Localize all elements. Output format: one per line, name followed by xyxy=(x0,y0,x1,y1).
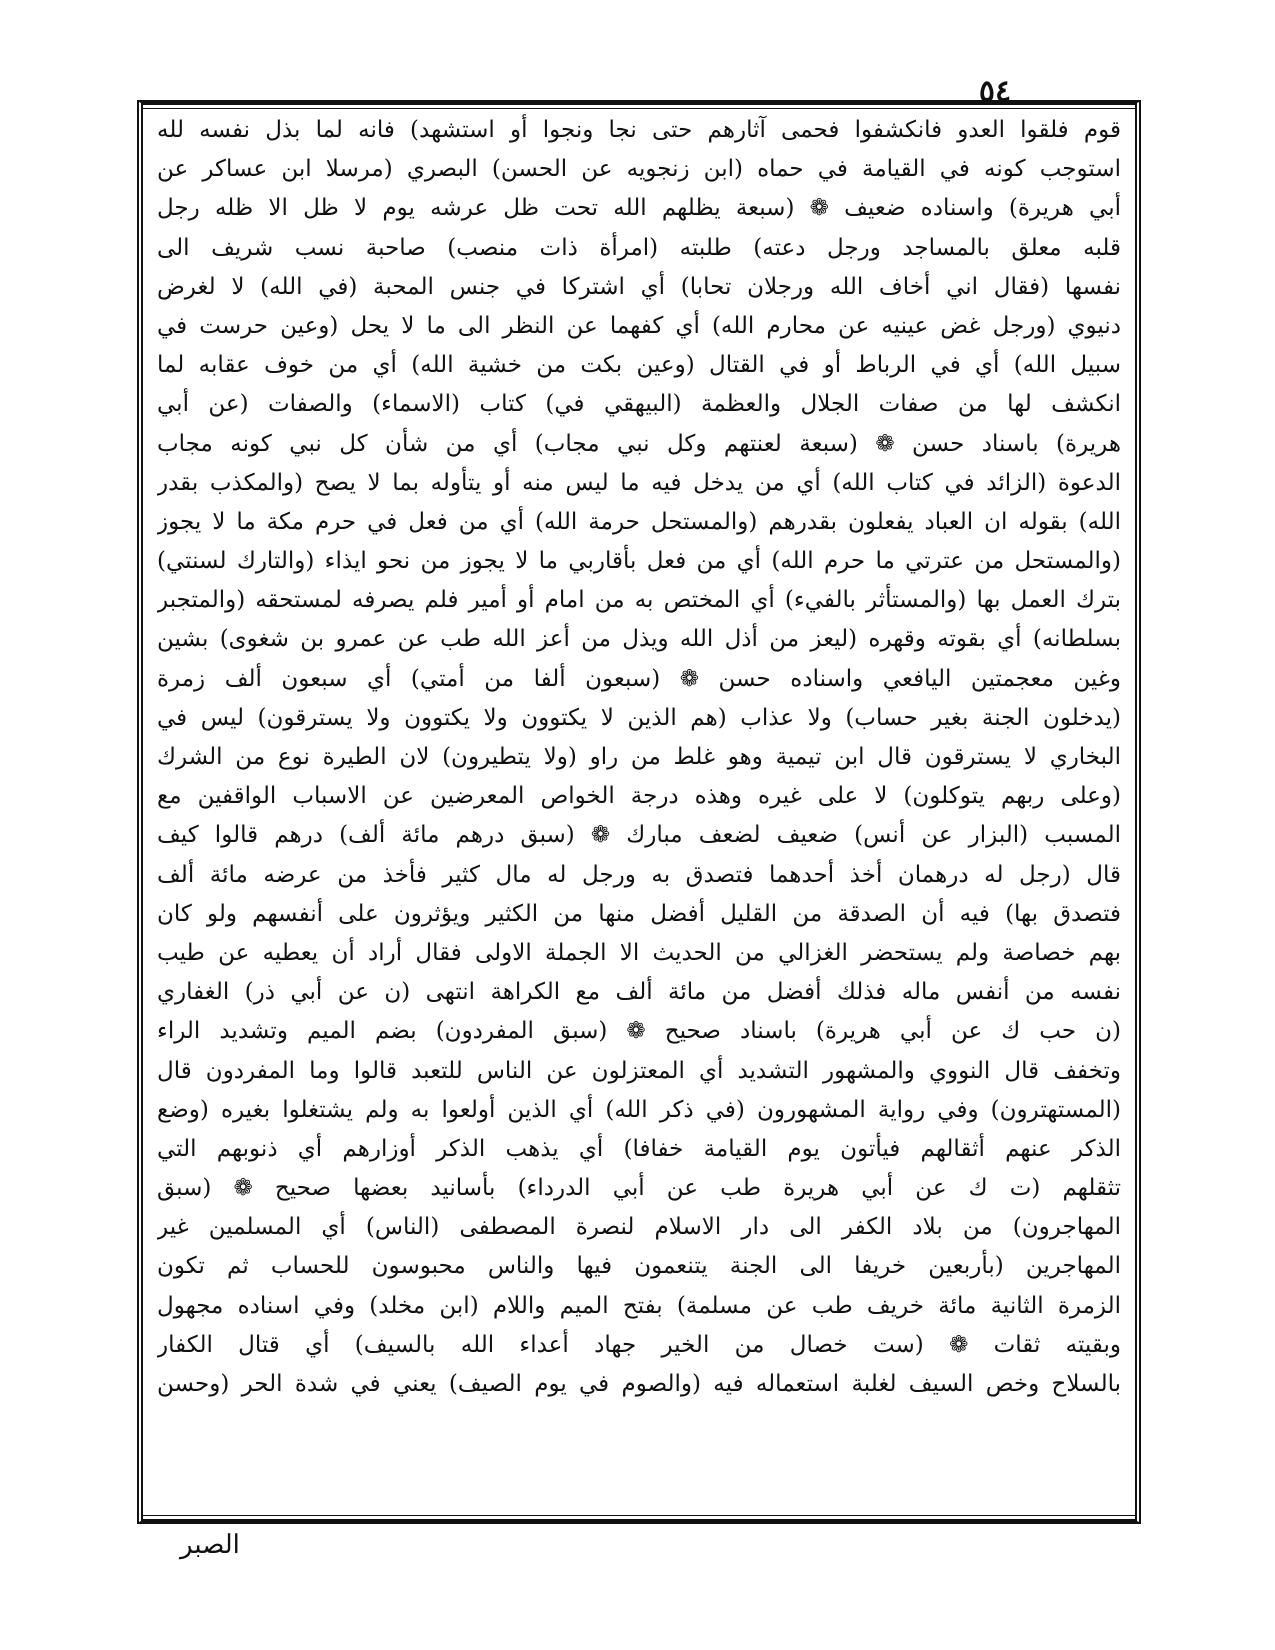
text-line: الذكر عنهم أثقالهم فيأتون يوم القيامة خفافا) أي يذهب الذكر أوزارهم أي ذنوبهم التي xyxy=(157,1135,1121,1162)
text-line: الله) بقوله ان العباد يفعلون بقدرهم (والمستحل حرمة الله) أي من فعل في حرم مكة ما لا يجوز xyxy=(157,508,1121,535)
text-line: فتصدق بها) فيه أن الصدقة من القليل أفضل منها من الكثير ويؤثرون على أنفسهم ولو كان xyxy=(157,900,1121,927)
text-line: بسلطانه) أي بقوته وقهره (ليعز من أذل الله ويذل من أعز الله طب عن عمرو بن شغوى) بشين xyxy=(157,626,1121,653)
text-line: الزمرة الثانية مائة خريف طب عن مسلمة) بفتح الميم واللام (ابن مخلد) وفي اسناده مجهول xyxy=(157,1292,1121,1319)
text-line: استوجب كونه في القيامة في حماه (ابن زنجويه عن الحسن) البصري (مرسلا ابن عساكر عن xyxy=(157,156,1121,183)
text-line: تثقلهم (ت ك عن أبي هريرة طب عن أبي الدرداء) بأسانيد بعضها صحيح ❁ (سبق xyxy=(157,1175,1121,1202)
text-line: دنيوي (ورجل غض عينيه عن محارم الله) أي كفهما عن النظر الى ما لا يحل (وعين حرست في xyxy=(157,312,1121,339)
text-line: (ن حب ك عن أبي هريرة) باسناد صحيح ❁ (سبق المفردون) بضم الميم وتشديد الراء xyxy=(157,1018,1121,1045)
text-line: البخاري لا يسترقون قال ابن تيمية وهو غلط من راو (ولا يتطيرون) لان الطيرة نوع من الشرك xyxy=(157,744,1121,770)
text-line: وبقيته ثقات ❁ (ست خصال من الخير جهاد أعداء الله بالسيف) أي قتال الكفار xyxy=(157,1331,1121,1358)
commentary-text xyxy=(157,111,1121,1404)
text-line: بهم خصاصة ولم يستحضر الغزالي من الحديث الا الجملة الاولى فقال أراد أن يعطيه عن طيب xyxy=(157,939,1121,966)
text-line: قلبه معلق بالمساجد ورجل دعته) طلبته (امرأة ذات منصب) صاحبة نسب شريف الى xyxy=(157,234,1121,261)
text-line: وتخفف قال النووي والمشهور التشديد أي المعتزلون عن الناس للتعبد قالوا وما المفردون قال xyxy=(157,1057,1121,1084)
text-line: بالسلاح وخص السيف لغلبة استعماله فيه (والصوم في يوم الصيف) يعني في شدة الحر (وحسن xyxy=(157,1371,1121,1397)
text-frame xyxy=(137,100,1141,1524)
text-line: (والمستحل من عترتي ما حرم الله) أي من فعل بأقاربي ما لا يجوز من نحو ايذاء (والتارك لسنتي) xyxy=(157,548,1121,575)
text-line: (المستهترون) وفي رواية المشهورون (في ذكر الله) أي الذين أولعوا به ولم يشتغلوا بغيره (وضع xyxy=(157,1096,1121,1123)
text-line: نفسها (فقال اني أخاف الله ورجلان تحابا) أي اشتركا في جنس المحبة (في الله) لا لغرض xyxy=(157,273,1121,300)
text-line: أبي هريرة) واسناده ضعيف ❁ (سبعة يظلهم الله تحت ظل عرشه يوم لا ظل الا ظله رجل xyxy=(157,195,1121,222)
catchword: الصبر xyxy=(180,1530,240,1560)
text-line: سبيل الله) أي في الرباط أو في القتال (وعين بكت من خشية الله) أي من خوف عقابه لما xyxy=(157,352,1121,379)
text-line: نفسه من أنفس ماله فذلك أفضل من مائة ألف مع الكراهة انتهى (ن عن أبي ذر) الغفاري xyxy=(157,979,1121,1006)
text-line: بترك العمل بها (والمستأثر بالفيء) أي المختص به من امام أو أمير فلم يصرفه لمستحقه (والمتجبر xyxy=(157,587,1121,614)
text-line: قال (رجل له درهمان أخذ أحدهما فتصدق به ورجل له مال كثير فأخذ من عرضه مائة ألف xyxy=(157,861,1121,888)
text-line: المسبب (البزار عن أنس) ضعيف لضعف مبارك ❁ (سبق درهم مائة ألف) درهم قالوا كيف xyxy=(157,822,1121,849)
text-line: انكشف لها من صفات الجلال والعظمة (البيهقي في) كتاب (الاسماء) والصفات (عن أبي xyxy=(157,391,1121,418)
text-line: قوم فلقوا العدو فانكشفوا فحمى آثارهم حتى نجا ونجوا أو استشهد) فانه لما بذل نفسه لله xyxy=(157,117,1121,143)
text-line: الدعوة (الزائد في كتاب الله) أي من يدخل فيه ما ليس منه أو يتأوله بما لا يصح (والمكذب بقدر xyxy=(157,469,1121,496)
text-line: (يدخلون الجنة بغير حساب) ولا عذاب (هم الذين لا يكتوون ولا يكتوون ولا يسترقون) ليس في xyxy=(157,704,1121,731)
text-line: المهاجرون) من بلاد الكفر الى دار الاسلام لنصرة المصطفى (الناس) أي المسلمين غير xyxy=(157,1214,1121,1241)
text-line: المهاجرين (بأربعين خريفا الى الجنة يتنعمون فيها والناس محبوسون للحساب ثم تكون xyxy=(157,1253,1121,1280)
text-line: وغين معجمتين اليافعي واسناده حسن ❁ (سبعون ألفا من أمتي) أي سبعون ألف زمرة xyxy=(157,665,1121,692)
text-line: (وعلى ربهم يتوكلون) لا على غيره وهذه درجة الخواص المعرضين عن الاسباب الواقفين مع xyxy=(157,783,1121,810)
text-line: هريرة) باسناد حسن ❁ (سبعة لعنتهم وكل نبي مجاب) أي من شأن كل نبي كونه مجاب xyxy=(157,430,1121,457)
page-number: ٥٤ xyxy=(978,74,1012,109)
